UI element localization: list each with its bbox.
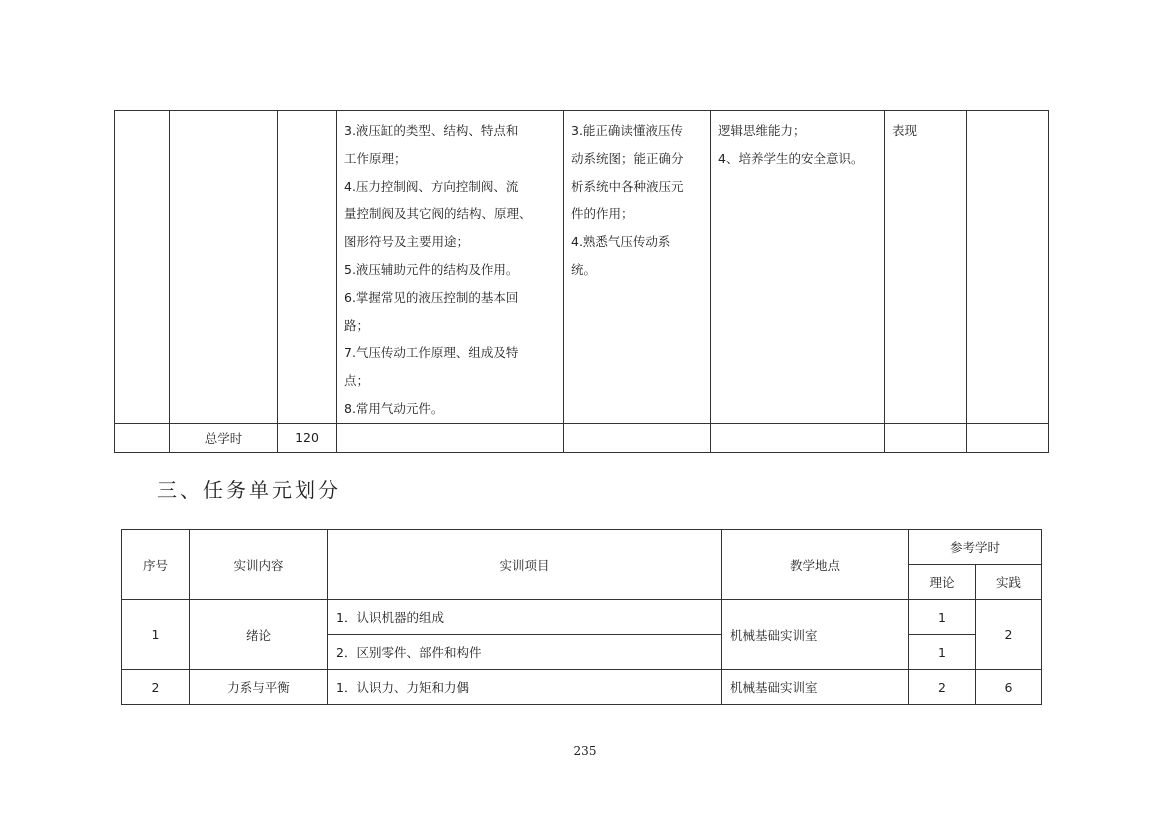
text-line: 4、培养学生的安全意识。: [718, 150, 864, 166]
header-hours: 参考学时: [909, 530, 1042, 565]
table-row: [122, 600, 1042, 635]
text-line: 动系统图；能正确分: [571, 150, 684, 166]
text-line: 点；: [344, 373, 370, 389]
text-line: 8.常用气动元件。: [344, 400, 444, 416]
text-line: 5.液压辅助元件的结构及作用。: [344, 261, 519, 277]
row-content: 绪论: [190, 600, 328, 670]
page-number: 235: [573, 744, 597, 758]
course-content-table: [114, 110, 1049, 453]
row-theory: 1: [909, 635, 976, 670]
header-location: 教学地点: [722, 530, 909, 600]
text-line: 图形符号及主要用途；: [344, 234, 470, 250]
row-practice: 6: [976, 670, 1042, 705]
text-line: 统。: [571, 261, 597, 277]
task-unit-table: [121, 529, 1042, 705]
row-no: 2: [122, 670, 190, 705]
text-line: 4.压力控制阀、方向控制阀、流: [344, 178, 519, 194]
text-line: 7.气压传动工作原理、组成及特: [344, 345, 519, 361]
assessment-cell: [885, 111, 967, 424]
text-line: 逻辑思维能力；: [718, 123, 806, 138]
quality-cell: [711, 111, 885, 424]
empty-cell: [967, 111, 1049, 424]
header-row: [122, 530, 1042, 565]
total-value: 120: [278, 423, 337, 452]
header-no: 序号: [122, 530, 190, 600]
section-title: 三、任务单元划分: [157, 478, 341, 502]
row-theory: 1: [909, 600, 976, 635]
skill-cell: [564, 111, 711, 424]
text-line: 6.掌握常见的液压控制的基本回: [344, 289, 519, 305]
empty-cell: [967, 423, 1049, 452]
knowledge-cell: [337, 111, 564, 424]
text-line: 件的作用；: [571, 206, 634, 222]
content-row: [115, 111, 1049, 424]
header-project: 实训项目: [328, 530, 722, 600]
text-line: 3.能正确读懂液压传: [571, 123, 683, 138]
text-line: 4.熟悉气压传动系: [571, 234, 671, 250]
empty-cell: [170, 111, 278, 424]
header-content: 实训内容: [190, 530, 328, 600]
text-line: 表现: [892, 123, 918, 138]
header-theory: 理论: [909, 565, 976, 600]
text-line: 量控制阀及其它阀的结构、原理、: [344, 206, 532, 222]
table-row: [122, 670, 1042, 705]
text-line: 3.液压缸的类型、结构、特点和: [344, 123, 519, 138]
empty-cell: [337, 423, 564, 452]
empty-cell: [564, 423, 711, 452]
total-label: 总学时: [170, 423, 278, 452]
row-project: 1．认识力、力矩和力偶: [328, 670, 722, 705]
header-practice: 实践: [976, 565, 1042, 600]
row-location: 机械基础实训室: [722, 670, 909, 705]
total-row: [115, 423, 1049, 452]
empty-cell: [711, 423, 885, 452]
row-project: 2．区别零件、部件和构件: [328, 635, 722, 670]
text-line: 工作原理；: [344, 150, 407, 166]
row-location: 机械基础实训室: [722, 600, 909, 670]
empty-cell: [115, 423, 170, 452]
row-theory: 2: [909, 670, 976, 705]
empty-cell: [885, 423, 967, 452]
row-practice: 2: [976, 600, 1042, 670]
text-line: 路；: [344, 317, 370, 333]
empty-cell: [278, 111, 337, 424]
row-content: 力系与平衡: [190, 670, 328, 705]
empty-cell: [115, 111, 170, 424]
text-line: 析系统中各种液压元: [571, 178, 684, 194]
row-no: 1: [122, 600, 190, 670]
row-project: 1．认识机器的组成: [328, 600, 722, 635]
